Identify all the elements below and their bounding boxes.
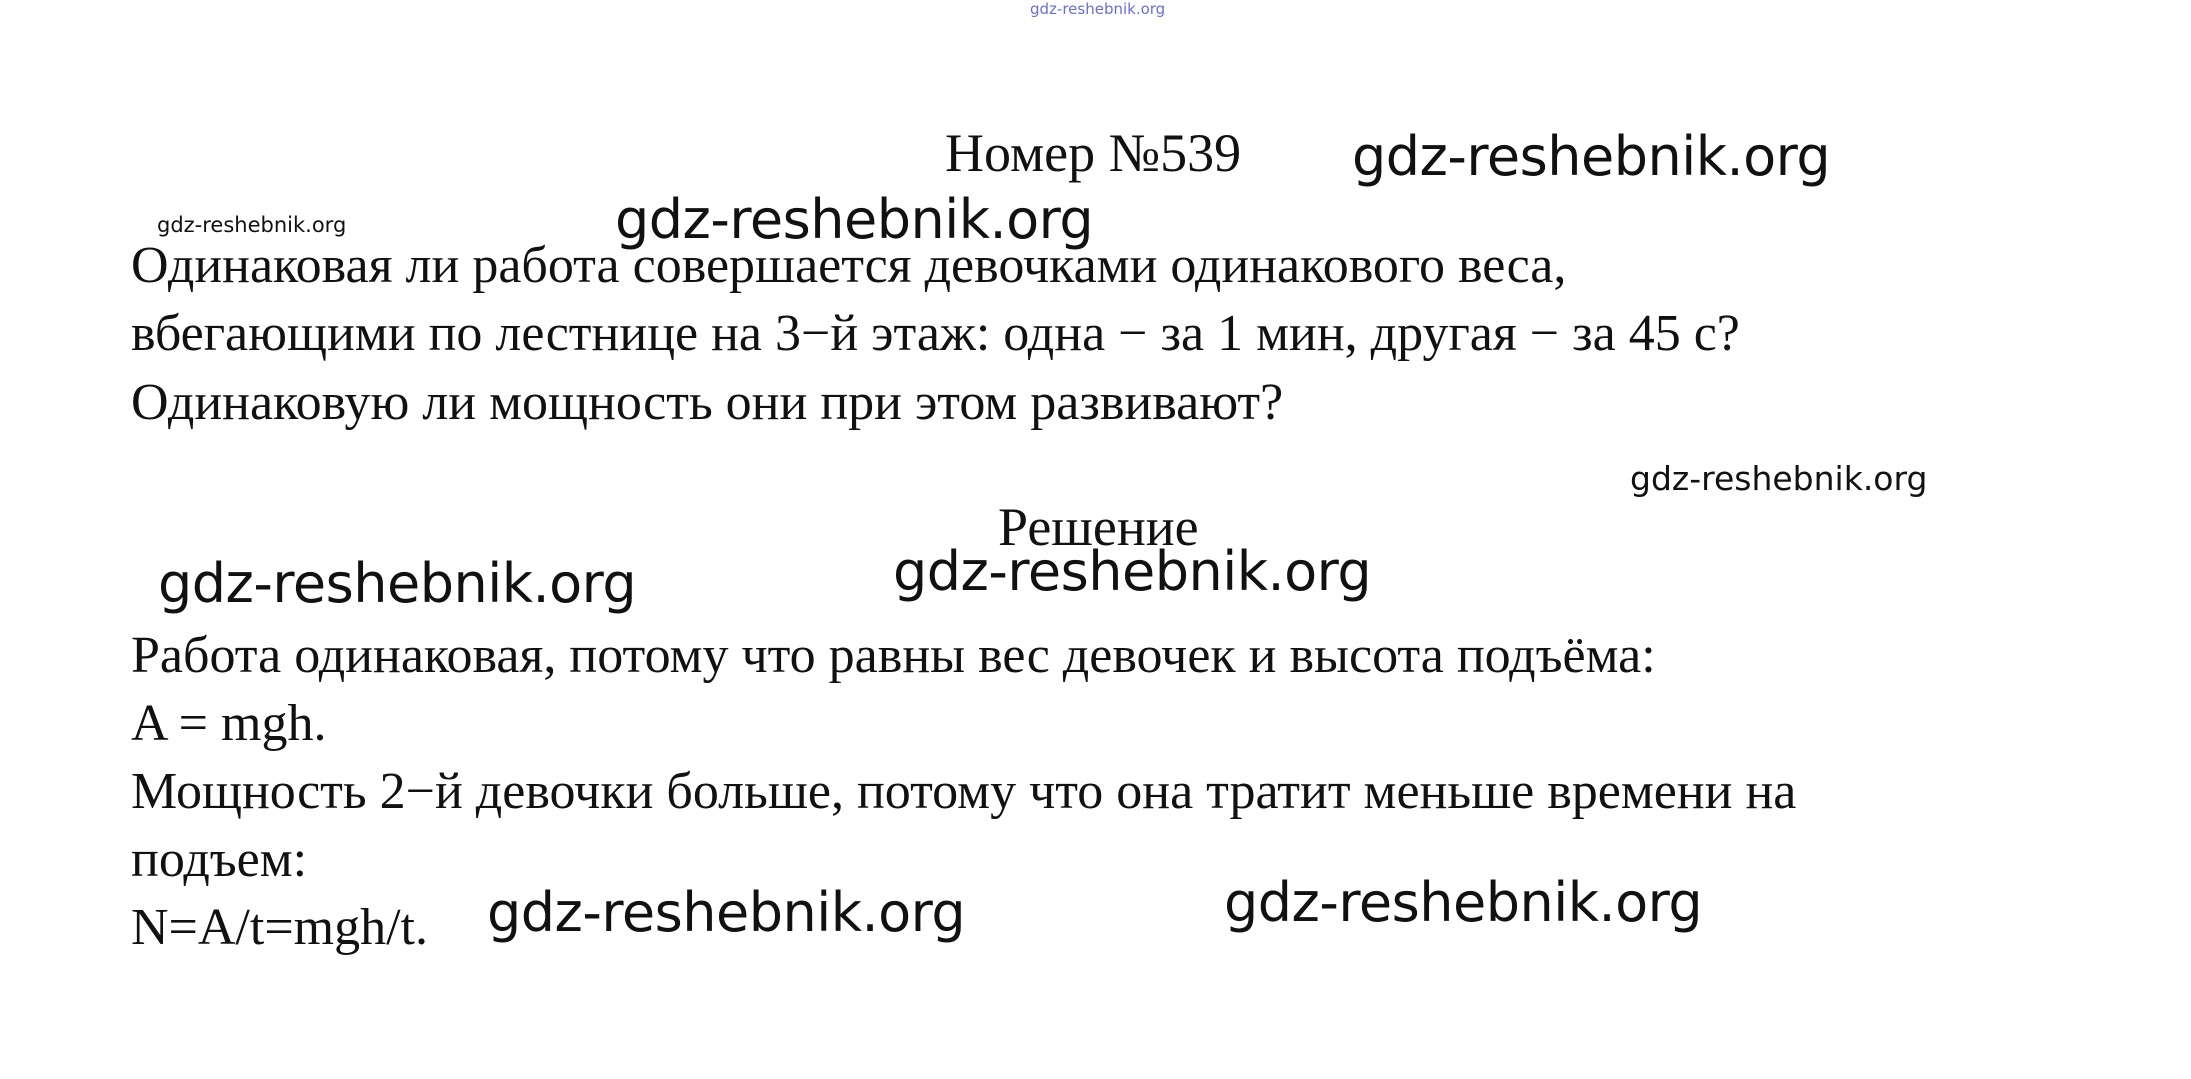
solution-line: подъем: — [131, 831, 308, 888]
top-watermark: gdz-reshebnik.org — [1030, 0, 1166, 18]
watermark-text: gdz-reshebnik.org — [157, 213, 347, 237]
solution-line: Мощность 2−й девочки больше, потому что она тратит меньше времени на — [131, 763, 1797, 820]
question-line: Одинаковую ли мощность они при этом развивают? — [131, 374, 1284, 431]
watermark-text: gdz-reshebnik.org — [487, 881, 966, 944]
watermark-text: gdz-reshebnik.org — [1352, 125, 1831, 188]
watermark-text: gdz-reshebnik.org — [158, 552, 637, 615]
question-line: вбегающими по лестнице на 3−й этаж: одна − за 1 мин, другая − за 45 с? — [131, 305, 1740, 362]
question-line: Одинаковая ли работа совершается девочками одинакового веса, — [131, 237, 1567, 294]
watermark-text: gdz-reshebnik.org — [1630, 459, 1928, 498]
watermark-text: gdz-reshebnik.org — [615, 188, 1094, 251]
watermark-text: gdz-reshebnik.org — [893, 540, 1372, 603]
watermark-text: gdz-reshebnik.org — [1224, 871, 1703, 934]
page-title: Номер №539 — [945, 123, 1242, 183]
solution-line: A = mgh. — [131, 695, 327, 752]
solution-heading: Решение — [998, 497, 1199, 557]
solution-formula: N=A/t=mgh/t. — [131, 899, 428, 956]
solution-line: Работа одинаковая, потому что равны вес девочек и высота подъёма: — [131, 627, 1656, 684]
